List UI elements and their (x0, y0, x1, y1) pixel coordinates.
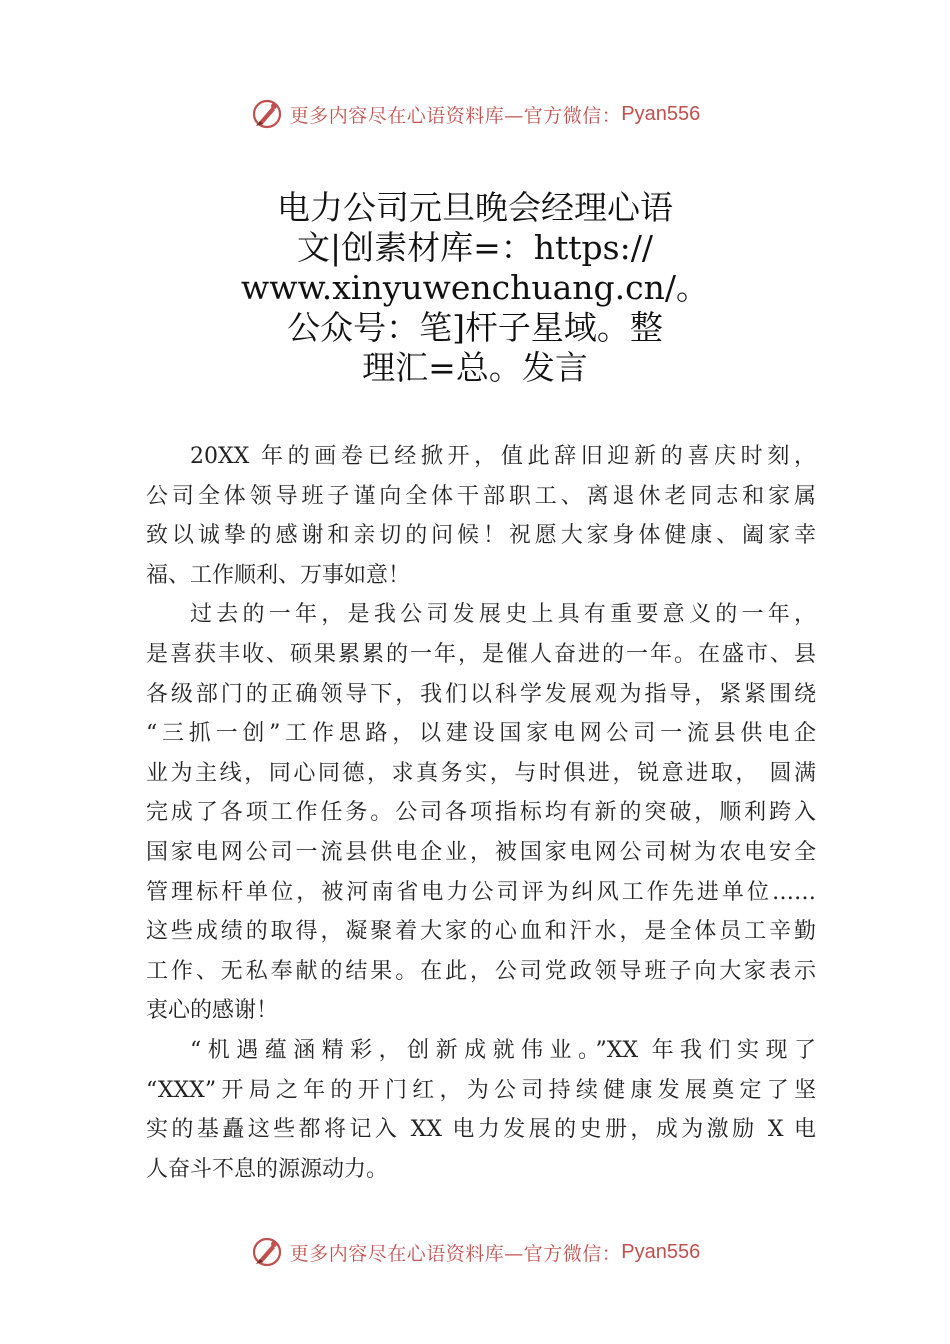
banner-text: 更多内容尽在心语资料库—官方微信： (289, 1242, 622, 1265)
header-banner (0, 94, 950, 134)
title-line: 电力公司元旦晚会经理心语 (277, 188, 673, 227)
text-line: 各级部门的正确领导下，我们以科学发展观为指导，紧紧围绕 (146, 681, 816, 707)
text-line: “XXX”开局之年的开门红，为公司持续健康发展奠定了坚 (146, 1077, 816, 1103)
pen-logo-icon (250, 97, 284, 131)
text-line: 实的基矗这些都将记入 XX 电力发展的史册，成为激励 X 电 (146, 1117, 816, 1143)
title-line: www.xinyuwenchuang.cn/。 (240, 268, 710, 307)
text-line: 20XX 年的画卷已经掀开，值此辞旧迎新的喜庆时刻， (190, 444, 816, 469)
paragraph-1 (146, 437, 816, 595)
text-line: 致以诚挚的感谢和亲切的问候！祝愿大家身体健康、阖家幸 (146, 523, 816, 549)
text-line: 完成了各项工作任务。公司各项指标均有新的突破，顺利跨入 (146, 800, 816, 826)
text-line: 工作、无私奉献的结果。在此，公司党政领导班子向大家表示 (146, 958, 816, 984)
title-line: 文|创素材库=：https:// (297, 228, 653, 267)
title-line: 理汇=总。发言 (362, 348, 588, 387)
banner-wechat-id: Pyan556 (621, 102, 701, 125)
text-line: 过去的一年，是我公司发展史上具有重要意义的一年， (190, 602, 816, 628)
text-line: 这些成绩的取得，凝聚着大家的心血和汗水，是全体员工辛勤 (146, 919, 816, 945)
footer-banner (0, 1232, 950, 1272)
paragraph-2 (146, 595, 816, 1031)
text-line: 业为主线，同心同德，求真务实，与时俱进，锐意进取， 圆满 (146, 760, 816, 786)
text-line: 福、工作顺利、万事如意！ (146, 562, 411, 588)
document-title (150, 188, 800, 388)
text-line: “三抓一创”工作思路，以建设国家电网公司一流县供电企 (146, 721, 816, 747)
text-line: 人奋斗不息的源源动力。 (146, 1156, 389, 1182)
text-line: “机遇蕴涵精彩，创新成就伟业。”XX 年我们实现了 (190, 1037, 816, 1063)
text-line: 管理标杆单位，被河南省电力公司评为纠风工作先进单位…… (146, 879, 816, 905)
text-line: 国家电网公司一流县供电企业，被国家电网公司树为农电安全 (146, 839, 816, 865)
text-line: 衷心的感谢！ (146, 998, 279, 1024)
banner-text: 更多内容尽在心语资料库—官方微信： (289, 104, 622, 127)
banner-wechat-id: Pyan556 (621, 1240, 701, 1263)
pen-logo-icon (250, 1235, 284, 1269)
paragraph-3 (146, 1031, 816, 1189)
text-line: 是喜获丰收、硕果累累的一年，是催人奋进的一年。在盛市、县 (146, 641, 816, 667)
text-line: 公司全体领导班子谨向全体干部职工、离退休老同志和家属 (146, 483, 816, 509)
title-line: 公众号：笔]杆子星域。整 (287, 308, 663, 347)
document-body (146, 437, 816, 1189)
